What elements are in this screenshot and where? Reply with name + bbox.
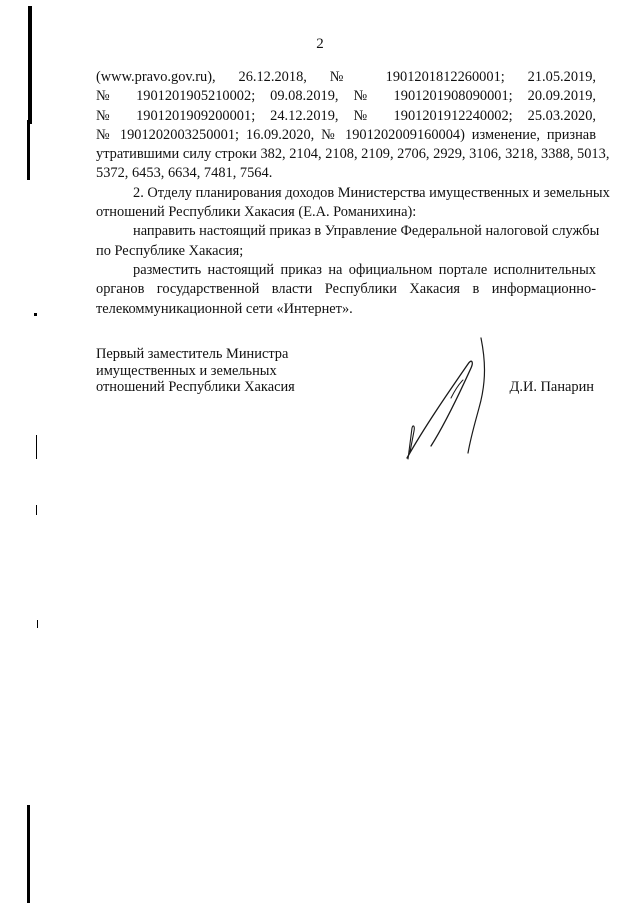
page-number: 2	[316, 36, 324, 52]
signer-name: Д.И. Панарин	[509, 379, 594, 395]
signer-title-line: отношений Республики Хакасия	[96, 379, 295, 395]
signer-title-line: Первый заместитель Министра	[96, 346, 289, 362]
body-line: по Республике Хакасия;	[96, 242, 244, 259]
scan-edge-bar	[27, 120, 30, 180]
scan-tick	[36, 435, 37, 459]
scan-tick	[36, 505, 37, 515]
document-body	[96, 68, 610, 319]
body-line: телекоммуникационной сети «Интернет».	[96, 300, 353, 317]
scan-tick	[37, 620, 38, 628]
body-line: утратившими силу строки 382, 2104, 2108, 2109, 2706, 2929, 3106, 3218, 3388, 5013,	[96, 146, 610, 163]
scan-edge-bar	[27, 805, 30, 903]
body-line: № 1901202003250001; 16.09.2020, № 1901202009160004) изменение, признав	[96, 126, 596, 143]
body-line: № 1901201909200001; 24.12.2019, № 1901201912240002; 25.03.2020,	[96, 107, 596, 124]
scan-edge-bar	[28, 6, 32, 124]
handwritten-signature	[395, 328, 505, 463]
body-line: (www.pravo.gov.ru), 26.12.2018, № 1901201812260001; 21.05.2019,	[96, 69, 596, 85]
signature-block	[96, 346, 596, 396]
body-line: разместить настоящий приказ на официальном портале исполнительных	[133, 261, 596, 278]
scan-dot	[34, 313, 37, 316]
body-line: 5372, 6453, 6634, 7481, 7564.	[96, 165, 273, 182]
body-line: 2. Отделу планирования доходов Министерства имущественных и земельных	[133, 184, 610, 201]
body-line: направить настоящий приказ в Управление Федеральной налоговой службы	[133, 223, 600, 240]
body-line: отношений Республики Хакасия (Е.А. Романихина):	[96, 204, 417, 221]
signer-title-line: имущественных и земельных	[96, 362, 277, 379]
body-line: органов государственной власти Республики Хакасия в информационно-	[96, 281, 596, 298]
body-line: № 1901201905210002; 09.08.2019, № 1901201908090001; 20.09.2019,	[96, 88, 596, 105]
